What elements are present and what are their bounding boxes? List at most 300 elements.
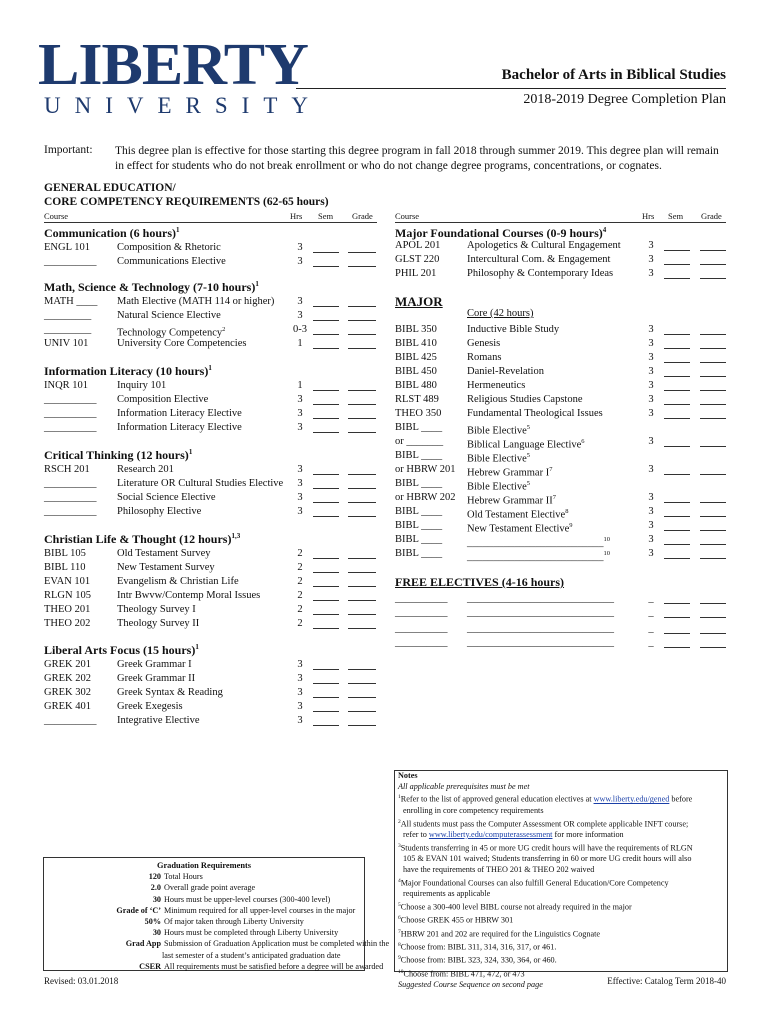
left-section-4-row-4-code: THEO 201: [44, 604, 91, 615]
major-row-10-grade-field[interactable]: [700, 474, 726, 475]
left-section-4-row-3-grade-field[interactable]: [348, 600, 376, 601]
left-col-sem-header: Sem: [318, 211, 334, 221]
left-section-5-row-0-grade-field[interactable]: [348, 669, 376, 670]
left-section-3-row-1-hrs: 3: [297, 478, 303, 489]
left-section-2-row-1-name: [117, 393, 208, 406]
mfc-row-2-sem-field[interactable]: [664, 278, 690, 279]
major-heading: MAJOR: [395, 294, 443, 309]
left-section-1-row-2-grade-field[interactable]: [348, 334, 376, 335]
left-col-hrs-header: Hrs: [290, 211, 303, 221]
note-1-cont: enrolling in core competency requirements: [403, 805, 544, 815]
left-section-2-row-1-name-text: Composition Elective: [117, 394, 209, 405]
left-section-1-row-3-grade-field[interactable]: [348, 348, 376, 349]
left-section-1-row-1-hrs: 3: [297, 310, 303, 321]
computer-assessment-link[interactable]: www.liberty.edu/computerassessment: [428, 829, 553, 839]
major-row-8-grade-field[interactable]: [700, 446, 726, 447]
major-row-0-code: BIBL 350: [395, 324, 437, 335]
major-row-2-grade-field[interactable]: [700, 362, 726, 363]
left-section-5-row-2-name-text: Greek Syntax & Reading: [117, 687, 223, 698]
left-section-1-row-1-grade-field[interactable]: [348, 320, 376, 321]
left-section-3-row-2-sem-field[interactable]: [313, 502, 339, 503]
left-section-1-row-0-hrs: 3: [297, 296, 303, 307]
left-section-4-row-1-sem-field[interactable]: [313, 572, 339, 573]
mfc-row-0-name: [467, 239, 621, 252]
left-section-3-row-1-name-text: Literature OR Cultural Studies Elective: [117, 478, 284, 489]
major-row-0-sem-field[interactable]: [664, 334, 690, 335]
left-section-1-title-sup: 1: [255, 280, 259, 288]
left-section-1-row-0-name-text: Math Elective (MATH 114 or higher): [117, 296, 275, 307]
left-section-5-row-4-code: __________: [44, 715, 97, 726]
major-row-2-code: BIBL 425: [395, 352, 437, 363]
graduation-requirements-box: [43, 857, 390, 971]
major-row-4-name: [467, 379, 525, 392]
left-section-2-row-2-grade-field[interactable]: [348, 418, 376, 419]
left-section-2-row-0-name: [117, 379, 166, 392]
major-row-12-code: or HBRW 202: [395, 492, 456, 503]
left-section-4-title-sup: 1,3: [231, 532, 241, 540]
major-row-14-grade-field[interactable]: [700, 530, 726, 531]
left-section-3-row-2-name-text: Social Science Elective: [117, 492, 216, 503]
left-section-3-row-0-name-text: Research 201: [117, 464, 174, 475]
free-row-1-name-text: ____________________________: [467, 607, 614, 618]
left-section-2-row-2-hrs: 3: [297, 408, 303, 419]
major-row-13-grade-field[interactable]: [700, 516, 726, 517]
mfc-row-1-code: GLST 220: [395, 254, 440, 265]
major-row-9-code: BIBL ____: [395, 450, 443, 461]
major-row-11-name-sup: 5: [526, 480, 531, 487]
major-row-0-name: [467, 323, 559, 336]
grad-req-key-0: 120: [148, 872, 161, 882]
left-section-3-row-0-grade-field[interactable]: [348, 474, 376, 475]
major-row-12-name-sup: 7: [552, 494, 556, 501]
left-section-1-row-0-grade-field[interactable]: [348, 306, 376, 307]
left-section-2-row-2-sem-field[interactable]: [313, 418, 339, 419]
major-row-15-name-sup: 10: [603, 536, 610, 543]
left-section-2-row-0-sem-field[interactable]: [313, 390, 339, 391]
major-row-5-name: [467, 393, 583, 406]
major-row-1-hrs: 3: [648, 338, 654, 349]
mfc-row-0-name-text: Apologetics & Cultural Engagement: [467, 240, 621, 251]
left-section-3-row-1-sem-field[interactable]: [313, 488, 339, 489]
left-section-4-row-5-sem-field[interactable]: [313, 628, 339, 629]
left-section-3-title-text: Critical Thinking (12 hours): [44, 448, 189, 462]
left-section-2-row-3-sem-field[interactable]: [313, 432, 339, 433]
free-row-3-sem-field[interactable]: [664, 647, 690, 648]
left-section-5-row-2-grade-field[interactable]: [348, 697, 376, 698]
major-row-15-hrs: 3: [648, 534, 654, 545]
left-section-4-row-3-sem-field[interactable]: [313, 600, 339, 601]
note-3: $^3$Students transferring in 45 or more UG credit hours will have the requirements of RLGN: [398, 842, 693, 853]
major-row-16-grade-field[interactable]: [700, 558, 726, 559]
mfc-row-0-sem-field[interactable]: [664, 250, 690, 251]
left-section-5-row-2-name: [117, 686, 223, 699]
left-section-3-row-0-hrs: 3: [297, 464, 303, 475]
left-section-2-row-2-name: [117, 407, 242, 420]
major-row-7-name-text: Bible Elective: [467, 425, 527, 437]
left-col-grade-header: Grade: [352, 211, 373, 221]
left-col-course-header: Course: [44, 211, 69, 221]
left-section-1-row-1-name-text: Natural Science Elective: [117, 310, 221, 321]
left-section-2-row-0-grade-field[interactable]: [348, 390, 376, 391]
major-row-12-sem-field[interactable]: [664, 502, 690, 503]
left-section-1-row-2-name-text: Technology Competency: [117, 327, 223, 339]
major-row-8-name-sup: 6: [581, 438, 585, 445]
major-row-15-name-text: __________________________: [467, 537, 604, 549]
mfc-row-1-hrs: 3: [648, 254, 654, 265]
grad-req-row-8: [44, 961, 384, 972]
left-section-4-row-1-name-text: New Testament Survey: [117, 562, 215, 573]
left-section-1-row-0-sem-field[interactable]: [313, 306, 339, 307]
left-section-0-row-1-grade-field[interactable]: [348, 266, 376, 267]
major-row-14-name-sup: 9: [569, 522, 573, 529]
gen-ed-line1: GENERAL EDUCATION/: [44, 182, 176, 194]
left-section-3-row-3-grade-field[interactable]: [348, 516, 376, 517]
revised-date: Revised: 03.01.2018: [44, 976, 119, 986]
left-section-2-row-0-name-text: Inquiry 101: [117, 380, 167, 391]
left-section-4-row-4-sem-field[interactable]: [313, 614, 339, 615]
left-section-3-row-0-name: [117, 463, 174, 476]
free-row-2-name-text: ____________________________: [467, 623, 614, 634]
left-section-5-row-2-sem-field[interactable]: [313, 697, 339, 698]
left-section-5-title-text: Liberal Arts Focus (15 hours): [44, 643, 196, 657]
note-7: $^7$HBRW 201 and 202 are required for the Linguistics Cognate: [398, 928, 601, 939]
grad-req-key-3: Grade of ‘C’: [116, 905, 161, 915]
grad-req-value-3: Minimum required for all upper-level courses in the major: [164, 905, 356, 915]
left-section-4-row-0-grade-field[interactable]: [348, 558, 376, 559]
left-section-4-row-3-name: [117, 589, 260, 602]
left-section-4-row-4-grade-field[interactable]: [348, 614, 376, 615]
major-row-0-grade-field[interactable]: [700, 334, 726, 335]
major-row-14-code: BIBL ____: [395, 520, 443, 531]
major-row-9-name-sup: 5: [526, 452, 531, 459]
grad-req-row-5: [44, 927, 364, 938]
major-row-4-name-text: Hermeneutics: [467, 380, 526, 391]
left-section-4-row-1-code: BIBL 110: [44, 562, 86, 573]
left-section-2-row-1-grade-field[interactable]: [348, 404, 376, 405]
major-row-2-sem-field[interactable]: [664, 362, 690, 363]
major-row-3-code: BIBL 450: [395, 366, 437, 377]
left-section-4-row-5-name-text: Theology Survey II: [117, 618, 200, 629]
left-section-4-row-2-grade-field[interactable]: [348, 586, 376, 587]
left-section-5-row-3-sem-field[interactable]: [313, 711, 339, 712]
major-row-14-sem-field[interactable]: [664, 530, 690, 531]
header-rule: [296, 88, 726, 89]
grad-req-value-8: All requirements must be satisfied before a degree will be awarded: [164, 961, 384, 971]
mfc-row-1-sem-field[interactable]: [664, 264, 690, 265]
note-7-text: HBRW 201 and 202 are required for the Linguistics Cognate: [400, 929, 601, 939]
grad-req-key-4: 50%: [144, 916, 161, 926]
left-section-4-row-2-code: EVAN 101: [44, 576, 91, 587]
mfc-row-2-name-text: Philosophy & Contemporary Ideas: [467, 268, 614, 279]
left-section-5-row-0-name: [117, 658, 192, 671]
left-section-5-row-3-grade-field[interactable]: [348, 711, 376, 712]
left-section-2-row-3-code: __________: [44, 422, 97, 433]
major-row-0-name-text: Inductive Bible Study: [467, 324, 560, 335]
free-row-0-hrs: _: [648, 593, 654, 604]
left-section-0-row-0-grade-field[interactable]: [348, 252, 376, 253]
major-row-10-sem-field[interactable]: [664, 474, 690, 475]
left-section-0-title-sup: 1: [176, 226, 180, 234]
university-logo-wordmark: UNIVERSITY: [44, 93, 322, 118]
note-3-cont2: have the requirements of THEO 201 & THEO 202 waived: [403, 864, 595, 874]
major-row-3-name-text: Daniel-Revelation: [467, 366, 544, 377]
major-row-8-sem-field[interactable]: [664, 446, 690, 447]
mfc-row-2-hrs: 3: [648, 268, 654, 279]
left-section-3-title-sup: 1: [188, 448, 193, 456]
grad-req-key-6: Grad App: [125, 939, 161, 949]
note-10-text: Choose from: BIBL 471, 472, or 473: [403, 969, 525, 979]
left-section-4-row-2-hrs: 2: [297, 576, 303, 587]
note-2-text: All students must pass the Computer Assessment OR complete applicable INFT course;: [400, 819, 689, 829]
left-section-0-row-1-hrs: 3: [297, 256, 303, 267]
major-row-5-grade-field[interactable]: [700, 404, 726, 405]
free-row-2-sem-field[interactable]: [664, 633, 690, 634]
free-row-3-name-text: ____________________________: [467, 637, 614, 648]
left-section-1-row-1-name: [117, 309, 221, 322]
free-row-3-grade-field[interactable]: [700, 647, 726, 648]
major-row-6-name-text: Fundamental Theological Issues: [467, 408, 603, 419]
major-row-3-hrs: 3: [648, 366, 654, 377]
mfc-row-1-grade-field[interactable]: [700, 264, 726, 265]
major-row-16-hrs: 3: [648, 548, 654, 559]
major-row-4-grade-field[interactable]: [700, 390, 726, 391]
left-section-0-row-0-sem-field[interactable]: [313, 252, 339, 253]
grad-req-value-1: Overall grade point average: [164, 883, 256, 893]
note-9-text: Choose from: BIBL 323, 324, 330, 364, or 460.: [400, 956, 557, 966]
note-8: $^8$Choose from: BIBL 311, 314, 316, 317, or 461.: [398, 941, 557, 952]
left-section-3-row-2-name: [117, 491, 216, 504]
left-section-1-row-2-hrs: 0-3: [293, 324, 307, 335]
left-section-4-row-1-grade-field[interactable]: [348, 572, 376, 573]
left-section-0-title: [44, 226, 180, 241]
left-section-4-row-0-name-text: Old Testament Survey: [117, 548, 211, 559]
left-section-5-row-4-grade-field[interactable]: [348, 725, 376, 726]
left-section-5-row-4-hrs: 3: [297, 715, 303, 726]
gened-link[interactable]: www.liberty.edu/gened: [593, 795, 670, 805]
free-row-3-hrs: _: [648, 637, 654, 648]
major-row-3-sem-field[interactable]: [664, 376, 690, 377]
note-6: $^6$Choose GREK 455 or HBRW 301: [398, 915, 514, 925]
left-section-3-row-3-name-text: Philosophy Elective: [117, 506, 202, 517]
free-row-1-sem-field[interactable]: [664, 617, 690, 618]
major-row-4-sem-field[interactable]: [664, 390, 690, 391]
grad-req-value-4: Of major taken through Liberty University: [164, 916, 304, 926]
major-row-9-name-text: Bible Elective: [467, 453, 527, 465]
mfc-title-text: Major Foundational Courses (0-9 hours): [395, 226, 603, 240]
graduation-requirements-list: [44, 871, 390, 972]
left-section-1-title-text: Math, Science & Technology (7-10 hours): [44, 280, 256, 294]
major-row-16-name: [467, 547, 610, 564]
core-hours-label: Core (42 hours): [467, 308, 534, 319]
left-section-4-row-0-sem-field[interactable]: [313, 558, 339, 559]
note-4-cont: requirements as applicable: [403, 888, 491, 898]
left-section-2-title: [44, 364, 212, 379]
left-section-0-row-1-name-text: Communications Elective: [117, 256, 226, 267]
grad-req-key-2: 30: [152, 894, 161, 904]
right-col-hrs-header: Hrs: [642, 211, 655, 221]
important-text: This degree plan is effective for those starting this degree program in fall 2018 through summer 2019. This degree plan will remain in effect for students who do not break enrollment or who do not change degree programs, concentrations, or cognates.: [115, 145, 719, 172]
major-row-1-name-text: Genesis: [467, 338, 501, 349]
left-section-0-row-0-code: ENGL 101: [44, 242, 90, 253]
left-section-5-row-4-name: [117, 714, 200, 727]
left-section-5-row-3-hrs: 3: [297, 701, 303, 712]
note-1-text: Refer to the list of approved general education electives at: [400, 795, 594, 805]
left-section-2-row-3-name: [117, 421, 242, 434]
left-section-5-row-1-name: [117, 672, 195, 685]
left-section-4-row-2-name-text: Evangelism & Christian Life: [117, 576, 239, 587]
left-section-1-row-3-sem-field[interactable]: [313, 348, 339, 349]
left-section-5-row-2-hrs: 3: [297, 687, 303, 698]
mfc-row-0-hrs: 3: [648, 240, 654, 251]
left-section-4-row-2-name: [117, 575, 239, 588]
mfc-title-sup: 4: [602, 226, 607, 234]
left-section-4-row-3-name-text: Intr Bwvw/Contemp Moral Issues: [117, 590, 261, 601]
left-section-0-row-1-code: __________: [44, 256, 97, 267]
major-row-1-sem-field[interactable]: [664, 348, 690, 349]
left-section-0-row-0-name: [117, 241, 221, 254]
left-section-3-title: [44, 448, 192, 463]
grad-req-value-7: last semester of a student’s anticipated graduation date: [162, 950, 341, 960]
note-4-text: Major Foundational Courses can also fulfill General Education/Core Competency: [400, 878, 669, 888]
major-row-2-name-text: Romans: [467, 352, 502, 363]
grad-req-row-0: [44, 871, 364, 882]
free-row-0-code: __________: [395, 593, 448, 604]
major-row-2-name: [467, 351, 501, 364]
left-section-2-row-1-sem-field[interactable]: [313, 404, 339, 405]
grad-req-row-7: [44, 950, 364, 961]
left-section-2-row-3-grade-field[interactable]: [348, 432, 376, 433]
left-section-4-title: [44, 532, 240, 547]
free-row-0-name-text: ____________________________: [467, 593, 614, 604]
graduation-requirements-title: Graduation Requirements: [156, 861, 252, 870]
grad-req-value-5: Hours must be completed through Liberty University: [164, 928, 339, 938]
left-section-5-row-1-sem-field[interactable]: [313, 683, 339, 684]
left-section-4-row-5-grade-field[interactable]: [348, 628, 376, 629]
free-row-1-code: __________: [395, 607, 448, 618]
left-section-1-row-2-sem-field[interactable]: [313, 334, 339, 335]
general-education-heading: [44, 181, 329, 209]
major-row-6-name: [467, 407, 603, 420]
left-section-5-row-0-sem-field[interactable]: [313, 669, 339, 670]
left-section-2-row-0-hrs: 1: [297, 380, 303, 391]
note-8-text: Choose from: BIBL 311, 314, 316, 317, or 461.: [400, 942, 557, 952]
major-row-8-hrs: 3: [648, 436, 654, 447]
free-row-2-hrs: _: [648, 623, 654, 634]
grad-req-value-2: Hours must be upper-level courses (300-400 level): [164, 894, 331, 904]
right-col-course-header: Course: [395, 211, 420, 221]
left-section-3-row-3-sem-field[interactable]: [313, 516, 339, 517]
major-row-1-code: BIBL 410: [395, 338, 437, 349]
left-section-0-row-1-sem-field[interactable]: [313, 266, 339, 267]
left-section-5-row-2-code: GREK 302: [44, 687, 91, 698]
left-section-4-row-0-hrs: 2: [297, 548, 303, 559]
free-row-1-grade-field[interactable]: [700, 617, 726, 618]
major-row-8-name-text: Biblical Language Elective: [467, 439, 582, 451]
left-section-3-row-0-sem-field[interactable]: [313, 474, 339, 475]
left-section-1-row-3-hrs: 1: [297, 338, 303, 349]
major-row-11-name-text: Bible Elective: [467, 481, 527, 493]
left-section-5-row-0-name-text: Greek Grammar I: [117, 659, 192, 670]
free-row-2-grade-field[interactable]: [700, 633, 726, 634]
gen-ed-line2: CORE COMPETENCY REQUIREMENTS (62-65 hours): [44, 196, 329, 208]
major-row-12-hrs: 3: [648, 492, 654, 503]
major-row-13-name-text: Old Testament Elective: [467, 509, 566, 521]
grad-req-value-0: Total Hours: [164, 872, 203, 882]
left-section-5-row-1-code: GREK 202: [44, 673, 91, 684]
major-row-10-code: or HBRW 201: [395, 464, 456, 475]
left-section-2-row-1-code: __________: [44, 394, 97, 405]
note-6-text: Choose GREK 455 or HBRW 301: [400, 915, 514, 925]
left-section-3-row-2-grade-field[interactable]: [348, 502, 376, 503]
grad-req-row-2: [44, 894, 364, 905]
left-section-4-row-3-hrs: 2: [297, 590, 303, 601]
left-section-1-row-3-name: [117, 337, 246, 350]
major-row-15-sem-field[interactable]: [664, 544, 690, 545]
major-row-12-grade-field[interactable]: [700, 502, 726, 503]
left-section-2-row-0-code: INQR 101: [44, 380, 89, 391]
major-row-16-sem-field[interactable]: [664, 558, 690, 559]
left-section-1-row-2-code: _________: [44, 324, 92, 335]
left-section-0-row-1-name: [117, 255, 226, 268]
left-section-3-row-1-grade-field[interactable]: [348, 488, 376, 489]
left-section-1-row-2-name-sup: 2: [222, 326, 226, 333]
major-row-14-hrs: 3: [648, 520, 654, 531]
major-row-16-name-text: __________________________: [467, 551, 604, 563]
mfc-row-0-grade-field[interactable]: [700, 250, 726, 251]
left-section-4-row-1-hrs: 2: [297, 562, 303, 573]
free-row-0-grade-field[interactable]: [700, 603, 726, 604]
left-section-2-row-3-name-text: Information Literacy Elective: [117, 422, 242, 433]
major-row-11-code: BIBL ____: [395, 478, 443, 489]
major-row-7-code: BIBL ____: [395, 422, 443, 433]
major-row-5-name-text: Religious Studies Capstone: [467, 394, 583, 405]
left-section-3-row-3-name: [117, 505, 201, 518]
note-9: $^9$Choose from: BIBL 323, 324, 330, 364, or 460.: [398, 955, 557, 966]
left-section-1-row-1-code: _________: [44, 310, 92, 321]
left-section-5-row-1-grade-field[interactable]: [348, 683, 376, 684]
major-row-14-name-text: New Testament Elective: [467, 523, 570, 535]
grad-req-row-1: [44, 882, 364, 893]
note-5-text: Choose a 300-400 level BIBL course not already required in the major: [400, 902, 632, 912]
left-section-3-row-1-code: __________: [44, 478, 97, 489]
major-row-6-code: THEO 350: [395, 408, 442, 419]
major-row-5-sem-field[interactable]: [664, 404, 690, 405]
major-row-2-hrs: 3: [648, 352, 654, 363]
major-row-13-sem-field[interactable]: [664, 516, 690, 517]
major-row-1-grade-field[interactable]: [700, 348, 726, 349]
left-section-5-row-4-sem-field[interactable]: [313, 725, 339, 726]
major-row-6-grade-field[interactable]: [700, 418, 726, 419]
major-row-15-grade-field[interactable]: [700, 544, 726, 545]
major-row-16-code: BIBL ____: [395, 548, 443, 559]
left-section-4-row-0-name: [117, 547, 211, 560]
note-5: $^5$Choose a 300-400 level BIBL course not already required in the major: [398, 901, 632, 912]
free-row-1-name: [467, 606, 614, 619]
mfc-row-2-grade-field[interactable]: [700, 278, 726, 279]
left-section-1-row-1-sem-field[interactable]: [313, 320, 339, 321]
mfc-row-2-name: [467, 267, 613, 280]
left-section-4-row-2-sem-field[interactable]: [313, 586, 339, 587]
major-row-6-sem-field[interactable]: [664, 418, 690, 419]
major-row-7-name-sup: 5: [526, 424, 531, 431]
left-section-4-row-0-code: BIBL 105: [44, 548, 86, 559]
free-row-0-sem-field[interactable]: [664, 603, 690, 604]
mfc-row-2-code: PHIL 201: [395, 268, 437, 279]
left-section-4-row-4-hrs: 2: [297, 604, 303, 615]
left-section-2-row-2-name-text: Information Literacy Elective: [117, 408, 242, 419]
major-row-3-grade-field[interactable]: [700, 376, 726, 377]
note-3-text: Students transferring in 45 or more UG credit hours will have the requirements of RLGN: [400, 843, 693, 853]
